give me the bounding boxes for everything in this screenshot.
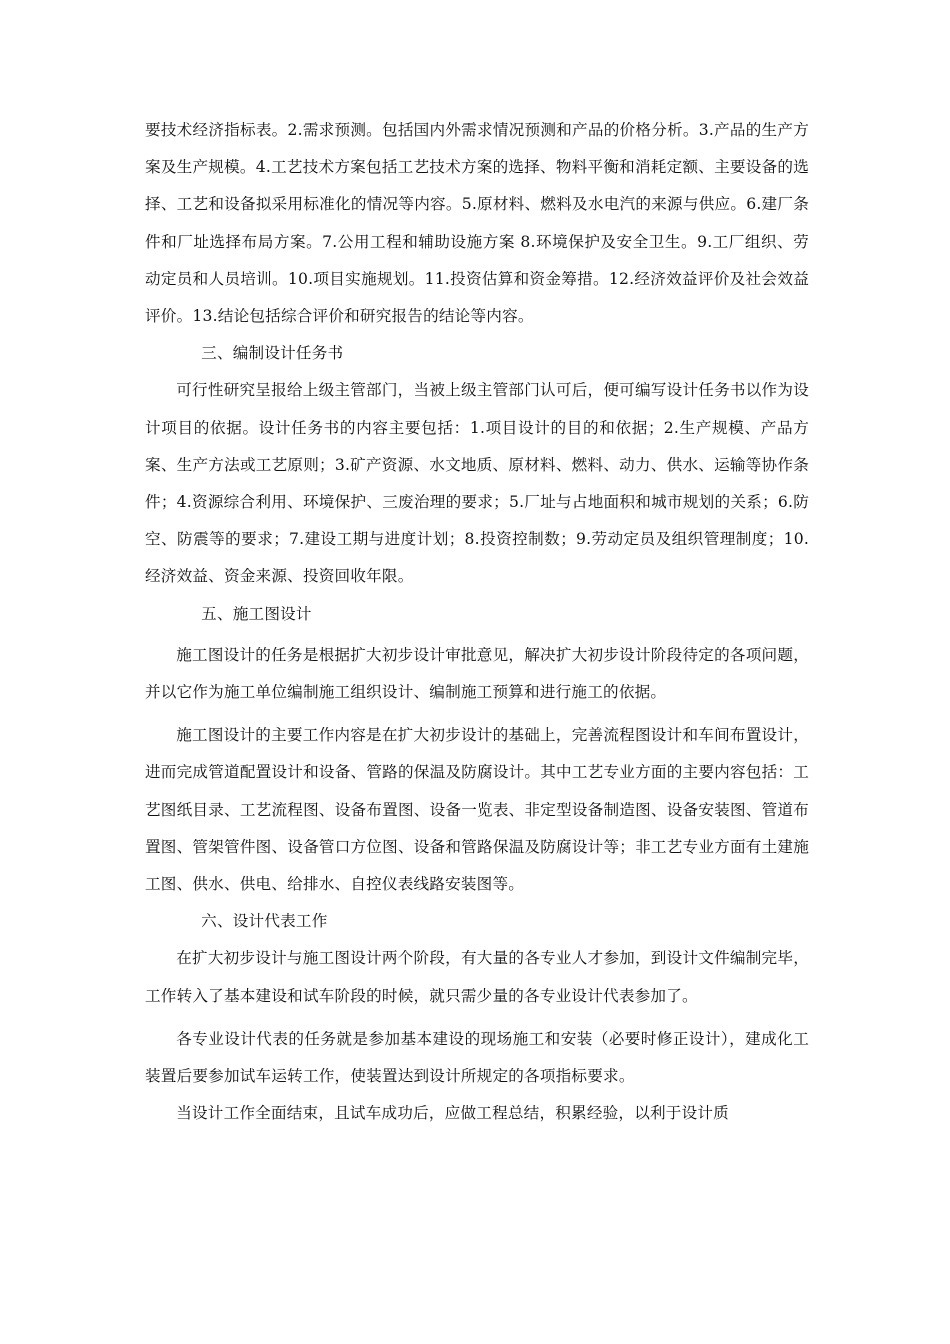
- paragraph-construction-drawing-task: 施工图设计的任务是根据扩大初步设计审批意见，解决扩大初步设计阶段待定的各项问题，并以它作为施工单位编制施工组织设计、编制施工预算和进行施工的依据。: [145, 645, 809, 702]
- paragraph-design-representatives-task: 各专业设计代表的任务就是参加基本建设的现场施工和安装（必要时修正设计），建成化工装置后要参加试车运转工作，使装置达到设计所规定的各项指标要求。: [145, 1029, 809, 1086]
- paragraph-project-summary: 当设计工作全面结束，且试车成功后，应做工程总结，积累经验，以利于设计质: [176, 1104, 729, 1123]
- paragraph-feasibility-contents: 要技术经济指标表。2.需求预测。包括国内外需求情况预测和产品的价格分析。3.产品的生产方案及生产规模。4.工艺技术方案包括工艺技术方案的选择、物料平衡和消耗定额、主要设备的选择、工艺和设备拟采用标准化的情况等内容。5.原材料、燃料及水电汽的来源与供应。6.建厂条件和厂址选择布局方案。7.公用工程和辅助设施方案 8.环境保护及安全卫生。9.工厂组织、劳动定员和人员培训。10.项目实施规划。11.投资估算和资金筹措。12.经济效益评价及社会效益评价。13.结论包括综合评价和研究报告的结论等内容。: [145, 121, 809, 326]
- paragraph-design-representatives-stage: 在扩大初步设计与施工图设计两个阶段，有大量的各专业人才参加，到设计文件编制完毕，工作转入了基本建设和试车阶段的时候，就只需少量的各专业设计代表参加了。: [145, 949, 809, 1005]
- paragraph-design-task-book: 可行性研究呈报给上级主管部门，当被上级主管部门认可后，便可编写设计任务书以作为设计项目的依据。设计任务书的内容主要包括：1.项目设计的目的和依据；2.生产规模、产品方案、生产方法或工艺原则；3.矿产资源、水文地质、原材料、燃料、动力、供水、运输等协作条件；4.资源综合利用、环境保护、三废治理的要求；5.厂址与占地面积和城市规划的关系；6.防空、防震等的要求；7.建设工期与进度计划；8.投资控制数；9.劳动定员及组织管理制度；10.经济效益、资金来源、投资回收年限。: [145, 381, 809, 586]
- heading-design-representative-work: 六、设计代表工作: [201, 912, 328, 931]
- document-body: [145, 112, 809, 1132]
- paragraph-construction-drawing-contents: 施工图设计的主要工作内容是在扩大初步设计的基础上，完善流程图设计和车间布置设计，进而完成管道配置设计和设备、管路的保温及防腐设计。其中工艺专业方面的主要内容包括：工艺图纸目录、工艺流程图、设备布置图、设备一览表、非定型设备制造图、设备安装图、管道布置图、管架管件图、设备管口方位图、设备和管路保温及防腐设计等；非工艺专业方面有土建施工图、供水、供电、给排水、自控仪表线路安装图等。: [145, 726, 809, 894]
- heading-design-task-book: 三、编制设计任务书: [201, 344, 344, 363]
- heading-construction-drawing-design: 五、施工图设计: [201, 604, 312, 623]
